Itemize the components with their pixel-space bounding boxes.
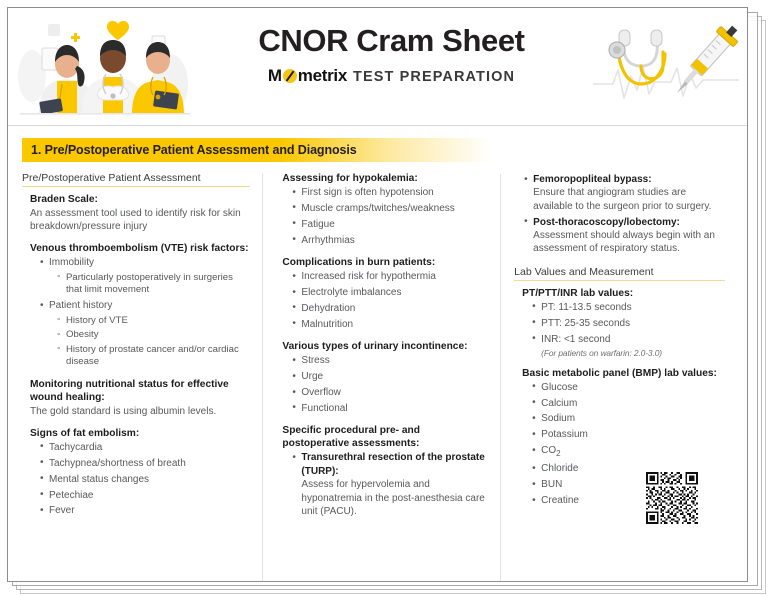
block-braden-scale bbox=[22, 193, 250, 233]
turp-label: Transurethral resection of the prostate (TURP): bbox=[301, 452, 485, 477]
list-item: ◦ History of prostate cancer and/or cardiac disease bbox=[57, 344, 250, 369]
list-item: • Increased risk for hypothermia bbox=[292, 270, 488, 283]
list-item: • First sign is often hypotension bbox=[292, 186, 488, 199]
mometrix-wordmark: M metrix bbox=[267, 65, 348, 85]
list-item: • Petechiae bbox=[40, 489, 250, 502]
vte-sublist bbox=[49, 272, 250, 297]
stethoscope-syringe-ecg-illustration bbox=[591, 14, 741, 118]
section-banner-label: 1. Pre/Postoperative Patient Assessment and Diagnosis bbox=[31, 143, 357, 157]
list-item: • Mental status changes bbox=[40, 473, 250, 486]
block-vte-risk-factors bbox=[22, 242, 250, 368]
logo-tagline: TEST PREPARATION bbox=[353, 68, 516, 85]
procedural-list bbox=[282, 451, 488, 518]
vte-list bbox=[30, 256, 250, 368]
list-item: • Electrolyte imbalances bbox=[292, 286, 488, 299]
block-hypokalemia bbox=[274, 172, 488, 247]
title-block bbox=[198, 24, 585, 86]
thoracoscopy-label: Post-thoracoscopy/lobectomy: bbox=[533, 216, 680, 228]
inr-warfarin-note: (For patients on warfarin: 2.0-3.0) bbox=[541, 347, 662, 358]
content-columns bbox=[8, 172, 747, 582]
vte-title: Venous thromboembolism (VTE) risk factors: bbox=[30, 243, 249, 255]
braden-scale-body: An assessment tool used to identify risk for skin breakdown/pressure injury bbox=[30, 208, 241, 233]
column-3 bbox=[500, 172, 737, 582]
list-item: • PT: 11-13.5 seconds bbox=[532, 301, 725, 314]
list-item: • Tachypnea/shortness of breath bbox=[40, 457, 250, 470]
incontinence-title: Various types of urinary incontinence: bbox=[282, 341, 468, 353]
list-item bbox=[292, 451, 488, 518]
incontinence-list bbox=[282, 354, 488, 415]
femoropopliteal-label: Femoropopliteal bypass: bbox=[533, 174, 652, 185]
burn-list bbox=[282, 270, 488, 331]
page-title: CNOR Cram Sheet bbox=[258, 23, 525, 58]
ptinr-list bbox=[522, 301, 725, 346]
section-banner bbox=[22, 138, 492, 162]
list-item: ◦ Particularly postoperatively in surgeries that limit movement bbox=[57, 272, 250, 297]
nutrition-body: The gold standard is using albumin levels. bbox=[30, 405, 217, 417]
bmp-co2-subscript: 2 bbox=[556, 449, 561, 459]
list-item bbox=[524, 216, 725, 256]
block-procedural-assessments bbox=[274, 424, 488, 518]
block-pt-ptt-inr bbox=[514, 287, 725, 358]
bmp-co2-label: CO bbox=[541, 445, 557, 457]
block-urinary-incontinence bbox=[274, 340, 488, 415]
burn-title: Complications in burn patients: bbox=[282, 257, 436, 269]
list-item: • Chloride bbox=[532, 462, 725, 475]
bmp-title: Basic metabolic panel (BMP) lab values: bbox=[522, 367, 717, 379]
list-item: • Fever bbox=[40, 504, 250, 517]
list-item: • Muscle cramps/twitches/weakness bbox=[292, 202, 488, 215]
list-item: • INR: <1 second bbox=[532, 333, 725, 346]
list-item: • Stress bbox=[292, 354, 488, 367]
list-item bbox=[40, 299, 250, 368]
thoracoscopy-body: Assessment should always begin with an assessment of respiratory status. bbox=[533, 230, 715, 255]
subsection-header-patient-assessment: Pre/Postoperative Patient Assessment bbox=[22, 172, 250, 187]
list-item: • Arrhythmias bbox=[292, 234, 488, 247]
list-item: • BUN bbox=[532, 478, 725, 491]
column-1 bbox=[22, 172, 262, 582]
page-header bbox=[8, 8, 747, 126]
vte-item-label: Patient history bbox=[49, 300, 113, 312]
list-item: ◦ History of VTE bbox=[57, 315, 250, 327]
ptinr-title: PT/PTT/INR lab values: bbox=[522, 287, 634, 299]
hypokalemia-list bbox=[282, 186, 488, 247]
list-item: • Glucose bbox=[532, 381, 725, 394]
list-item: • Tachycardia bbox=[40, 441, 250, 454]
vte-item-label: Immobility bbox=[49, 257, 95, 269]
fat-embolism-list bbox=[30, 441, 250, 518]
block-burn-complications bbox=[274, 256, 488, 331]
subsection-header-lab-values: Lab Values and Measurement bbox=[514, 266, 725, 281]
braden-scale-title: Braden Scale: bbox=[30, 194, 98, 205]
turp-body: Assess for hypervolemia and hyponatremia in the post-anesthesia care unit (PACU). bbox=[301, 479, 485, 517]
list-item: • Calcium bbox=[532, 397, 725, 410]
list-item bbox=[524, 173, 725, 213]
list-item: • Sodium bbox=[532, 412, 725, 425]
nutrition-title: Monitoring nutritional status for effective wound healing: bbox=[30, 378, 229, 403]
qr-code[interactable] bbox=[646, 472, 698, 524]
list-item: • Fatigue bbox=[292, 218, 488, 231]
fat-embolism-title: Signs of fat embolism: bbox=[30, 427, 140, 439]
list-item bbox=[40, 256, 250, 296]
procedural-list-continued bbox=[514, 173, 725, 256]
list-item: • Malnutrition bbox=[292, 318, 488, 331]
list-item: • Potassium bbox=[532, 428, 725, 441]
list-item: ◦ Obesity bbox=[57, 329, 250, 341]
mometrix-logo bbox=[198, 66, 585, 86]
vte-sublist bbox=[49, 315, 250, 369]
column-2 bbox=[262, 172, 500, 582]
list-item: • Urge bbox=[292, 370, 488, 383]
list-item: • Creatine bbox=[532, 494, 725, 507]
list-item: • PTT: 25-35 seconds bbox=[532, 317, 725, 330]
block-nutritional-status bbox=[22, 378, 250, 418]
block-fat-embolism bbox=[22, 427, 250, 518]
list-item: • Functional bbox=[292, 402, 488, 415]
list-item: • Overflow bbox=[292, 386, 488, 399]
hypokalemia-title: Assessing for hypokalemia: bbox=[282, 173, 418, 184]
procedural-title: Specific procedural pre- and postoperative assessments: bbox=[282, 425, 420, 450]
nurses-illustration bbox=[14, 12, 196, 124]
list-item bbox=[532, 444, 725, 460]
mometrix-o-icon bbox=[283, 69, 297, 83]
list-item: • Dehydration bbox=[292, 302, 488, 315]
femoropopliteal-body: Ensure that angiogram studies are available to the surgeon prior to surgery. bbox=[533, 187, 712, 212]
cram-sheet-page bbox=[7, 7, 748, 582]
